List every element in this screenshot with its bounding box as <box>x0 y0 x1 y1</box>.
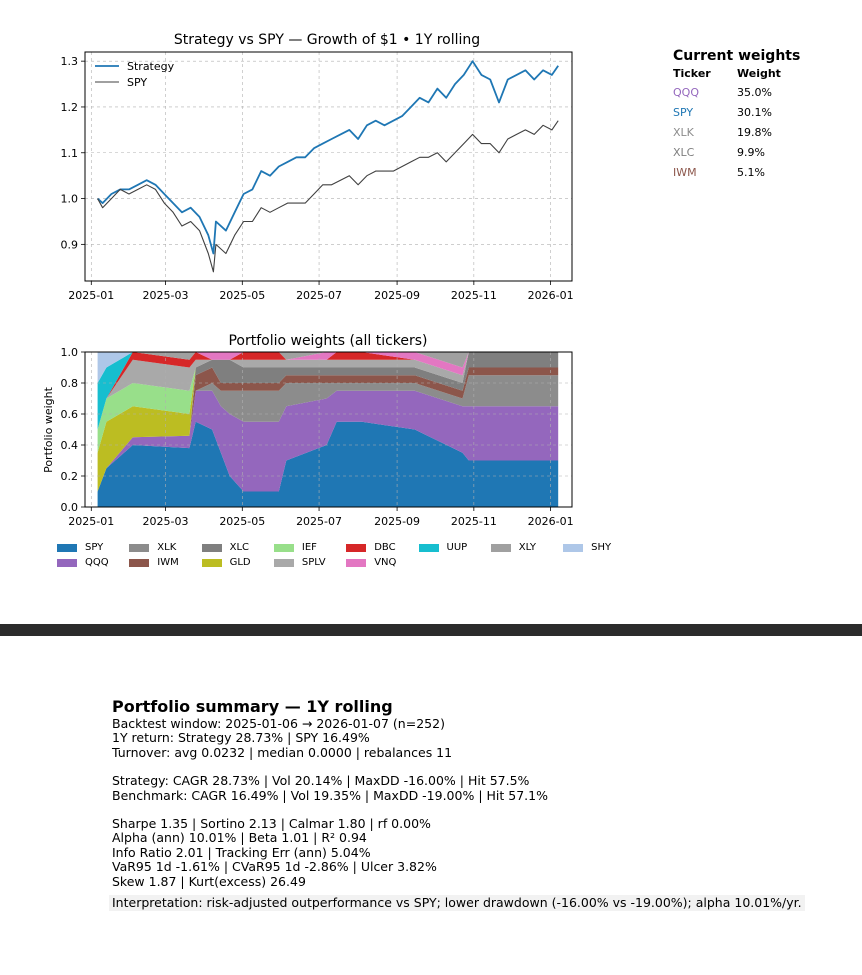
y-tick-label: 0.8 <box>60 377 78 390</box>
table-row <box>673 146 781 166</box>
legend-swatch <box>57 544 77 552</box>
legend-label: XLK <box>157 542 177 553</box>
weight-cell: 5.1% <box>737 166 765 179</box>
legend-label: IEF <box>301 542 317 553</box>
interpretation-note: Interpretation: risk-adjusted outperformance vs SPY; lower drawdown (-16.00% vs -19.00%); alpha 10.01%/yr. <box>109 895 805 911</box>
legend-item-qqq <box>57 557 109 568</box>
legend-item-xlk <box>129 542 176 553</box>
legend-item-uup <box>419 542 468 553</box>
weights-chart-series <box>98 352 559 507</box>
legend-swatch <box>57 559 77 567</box>
summary-line: Info Ratio 2.01 | Tracking Err (ann) 5.04% <box>112 844 371 860</box>
legend-swatch <box>419 544 439 552</box>
summary-line: Benchmark: CAGR 16.49% | Vol 19.35% | MaxDD -19.00% | Hit 57.1% <box>112 787 548 803</box>
summary-spacer <box>112 803 852 817</box>
x-tick-label: 2025-03 <box>142 289 189 302</box>
legend-label: SPY <box>127 76 148 89</box>
legend-item-spy <box>57 542 103 553</box>
x-tick-label: 2025-07 <box>296 289 343 302</box>
legend-label: SPY <box>85 542 104 553</box>
current-weights-header-row <box>673 67 781 86</box>
legend-swatch <box>129 544 149 552</box>
ticker-cell: IWM <box>673 166 697 179</box>
y-tick-label: 0.6 <box>60 408 78 421</box>
legend-label: SPLV <box>301 557 326 568</box>
table-row <box>673 86 781 106</box>
summary-line: Turnover: avg 0.0232 | median 0.0000 | rebalances 11 <box>112 744 453 760</box>
ticker-cell: SPY <box>673 106 694 119</box>
x-tick-label: 2025-01 <box>68 289 115 302</box>
legend-swatch <box>346 559 366 567</box>
portfolio-summary <box>112 697 852 911</box>
x-tick-label: 2025-09 <box>374 289 421 302</box>
summary-line: Backtest window: 2025-01-06 → 2026-01-07 (n=252) <box>112 716 445 731</box>
legend-item-gld <box>202 557 251 568</box>
ticker-column-header: Ticker <box>673 67 711 80</box>
legend-item-shy <box>563 542 611 553</box>
legend-swatch <box>563 544 583 552</box>
weight-cell: 9.9% <box>737 146 765 159</box>
legend-label: Strategy <box>127 60 175 73</box>
x-tick-label: 2025-03 <box>142 515 189 528</box>
y-tick-label: 1.0 <box>60 192 78 206</box>
legend-item-vnq <box>346 557 396 568</box>
legend-swatch <box>274 544 294 552</box>
legend-item-xly <box>491 542 536 553</box>
y-tick-label: 0.4 <box>60 439 78 452</box>
legend-item-xlc <box>202 542 249 553</box>
legend-swatch <box>202 559 222 567</box>
legend-item-splv <box>274 557 326 568</box>
ticker-cell: XLK <box>673 126 694 139</box>
table-row <box>673 166 781 186</box>
ticker-cell: XLC <box>673 146 695 159</box>
legend-label: IWM <box>157 557 179 568</box>
section-divider <box>0 624 862 636</box>
x-tick-label: 2025-05 <box>219 289 266 302</box>
weights-chart-title: Portfolio weights (all tickers) <box>228 333 428 349</box>
legend-label: XLY <box>518 542 536 553</box>
weights-chart-ylabel: Portfolio weight <box>42 387 55 473</box>
x-tick-label: 2026-01 <box>527 515 574 528</box>
y-tick-label: 0.0 <box>60 501 78 514</box>
weight-cell: 19.8% <box>737 126 772 139</box>
summary-line: Skew 1.87 | Kurt(excess) 26.49 <box>112 873 306 889</box>
summary-line: Sharpe 1.35 | Sortino 2.13 | Calmar 1.80 | rf 0.00% <box>112 816 431 832</box>
y-tick-label: 1.0 <box>60 346 78 359</box>
table-row <box>673 126 781 146</box>
summary-title: Portfolio summary — 1Y rolling <box>112 697 393 716</box>
table-row <box>673 106 781 126</box>
y-tick-label: 1.2 <box>60 100 78 114</box>
legend-swatch <box>202 544 222 552</box>
legend-item-iwm <box>129 557 178 568</box>
y-tick-label: 0.9 <box>60 238 78 252</box>
weight-cell: 30.1% <box>737 106 772 119</box>
y-tick-label: 1.1 <box>60 146 78 160</box>
growth-chart-title: Strategy vs SPY — Growth of $1 • 1Y rolling <box>173 32 481 48</box>
summary-line: Strategy: CAGR 28.73% | Vol 20.14% | MaxDD -16.00% | Hit 57.5% <box>112 773 530 789</box>
legend-label: QQQ <box>85 557 109 568</box>
x-tick-label: 2026-01 <box>527 289 574 302</box>
x-tick-label: 2025-07 <box>296 515 343 528</box>
summary-spacer <box>112 760 852 774</box>
y-tick-label: 1.3 <box>60 55 78 69</box>
legend-swatch <box>491 544 511 552</box>
weight-column-header: Weight <box>737 67 781 80</box>
x-tick-label: 2025-05 <box>219 515 266 528</box>
legend-label: GLD <box>229 557 251 568</box>
legend-label: VNQ <box>374 557 397 568</box>
y-tick-label: 0.2 <box>60 470 78 483</box>
x-tick-label: 2025-11 <box>450 515 497 528</box>
summary-line: 1Y return: Strategy 28.73% | SPY 16.49% <box>112 730 370 746</box>
current-weights-panel <box>673 48 843 186</box>
ticker-cell: QQQ <box>673 86 699 99</box>
legend-label: XLC <box>229 542 249 553</box>
weight-cell: 35.0% <box>737 86 772 99</box>
summary-line: Alpha (ann) 10.01% | Beta 1.01 | R² 0.94 <box>112 830 367 846</box>
legend-swatch <box>346 544 366 552</box>
legend-label: DBC <box>374 542 396 553</box>
x-tick-label: 2025-11 <box>450 289 497 302</box>
current-weights-table <box>673 67 781 186</box>
x-tick-label: 2025-01 <box>68 515 115 528</box>
legend-item-dbc <box>346 542 395 553</box>
legend-label: SHY <box>591 542 612 553</box>
summary-line: VaR95 1d -1.61% | CVaR95 1d -2.86% | Ulcer 3.82% <box>112 859 437 875</box>
legend-label: UUP <box>446 542 468 553</box>
legend-swatch <box>274 559 294 567</box>
legend-swatch <box>129 559 149 567</box>
x-tick-label: 2025-09 <box>374 515 421 528</box>
legend-item-ief <box>274 542 317 553</box>
current-weights-title: Current weights <box>673 48 801 64</box>
